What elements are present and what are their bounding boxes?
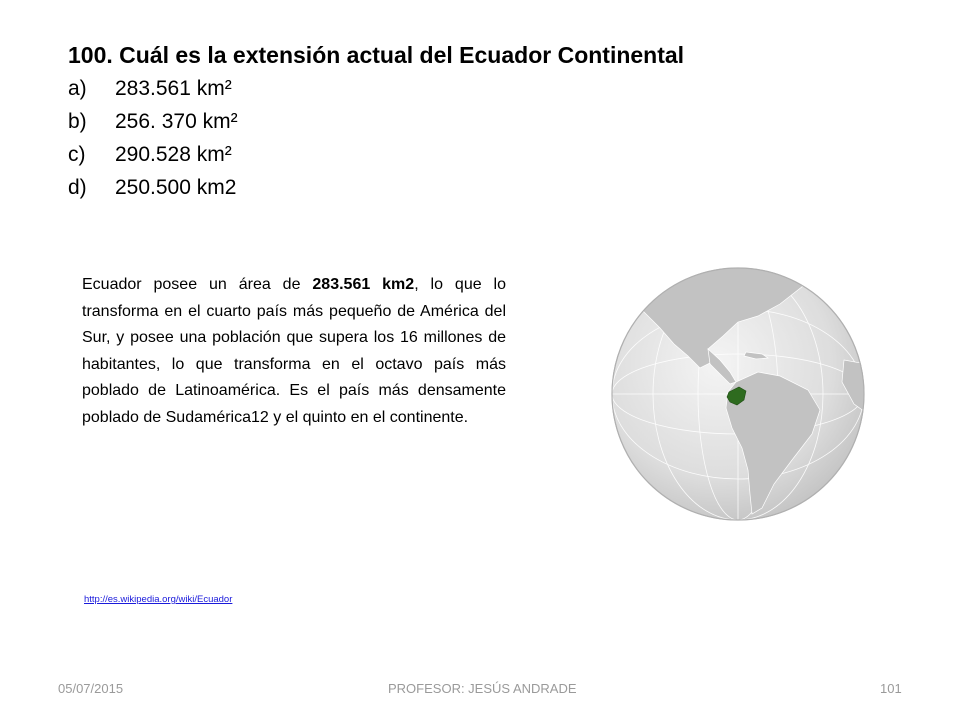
question-title: 100. Cuál es la extensión actual del Ecuador Continental (68, 42, 685, 68)
option-text: 250.500 km2 (115, 176, 237, 199)
footer-date: 05/07/2015 (58, 681, 124, 696)
option-letter: b) (68, 110, 87, 133)
option-b (68, 105, 238, 138)
footer-author: PROFESOR: JESÚS ANDRADE (388, 681, 577, 696)
paragraph-text-start: Ecuador posee un área de (82, 276, 313, 293)
explanation-paragraph (82, 272, 506, 431)
page-number: 101 (880, 681, 902, 696)
option-d (68, 171, 238, 204)
option-letter: d) (68, 176, 87, 199)
paragraph-area-highlight: 283.561 km2 (312, 276, 415, 293)
option-c (68, 138, 238, 171)
globe-map-image (608, 264, 868, 524)
paragraph-text-end: , lo que lo transforma en el cuarto país más pequeño de América del Sur, y posee una población que supera los 16 millones de habitantes, lo que transforma en el octavo país más poblado de Latinoamérica. Es el país más densamente poblado de Sudamérica12 y el quinto en el continente. (82, 276, 506, 426)
option-text: 283.561 km² (115, 77, 232, 100)
option-text: 290.528 km² (115, 143, 232, 166)
option-text: 256. 370 km² (115, 110, 238, 133)
wikipedia-link[interactable]: http://es.wikipedia.org/wiki/Ecuador (84, 594, 233, 605)
option-letter: a) (68, 77, 87, 100)
answer-options (68, 72, 238, 204)
option-letter: c) (68, 143, 86, 166)
option-a (68, 72, 238, 105)
